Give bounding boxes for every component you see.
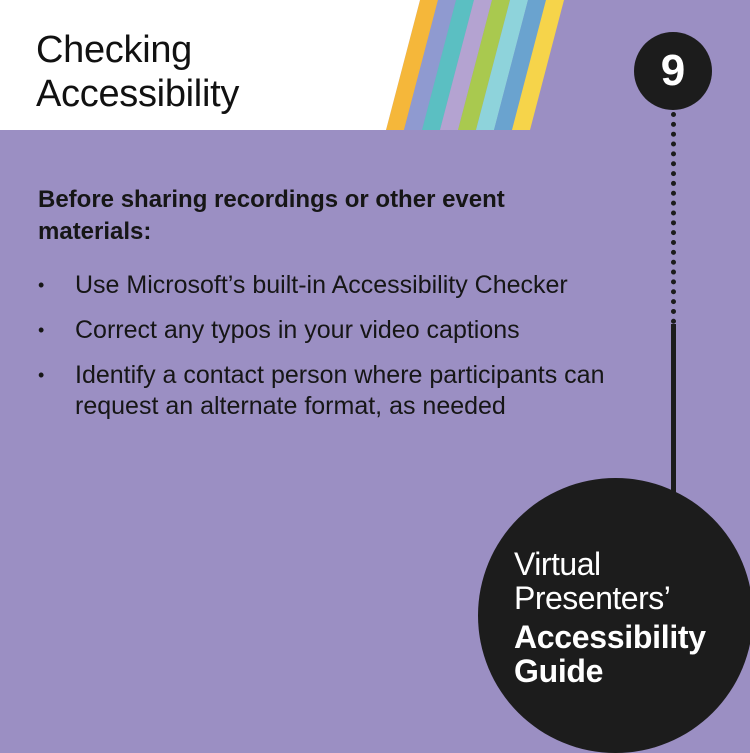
solid-connector (671, 324, 676, 500)
bullet-list (38, 270, 658, 436)
guide-line-2: Presenters’ (514, 580, 671, 616)
guide-title-bold (514, 620, 706, 688)
page-number-badge (634, 32, 712, 110)
bullet-item: • Identify a contact person where participants can request an alternate format, as needed (38, 360, 658, 422)
guide-title-light (514, 547, 670, 615)
guide-line-1: Virtual (514, 546, 601, 582)
title-line-2: Accessibility (36, 73, 240, 115)
bullet-item: • Correct any typos in your video captions (38, 315, 658, 346)
page-number: 9 (660, 46, 686, 95)
page-title (36, 28, 239, 116)
header-panel (0, 0, 420, 130)
title-line-1: Checking (36, 29, 193, 71)
bullet-item: • Use Microsoft’s built-in Accessibility Checker (38, 270, 658, 301)
dotted-connector (671, 112, 676, 324)
guide-line-3: Accessibility (514, 619, 706, 655)
guide-line-4: Guide (514, 653, 604, 689)
intro-text: Before sharing recordings or other event materials: (38, 186, 505, 245)
